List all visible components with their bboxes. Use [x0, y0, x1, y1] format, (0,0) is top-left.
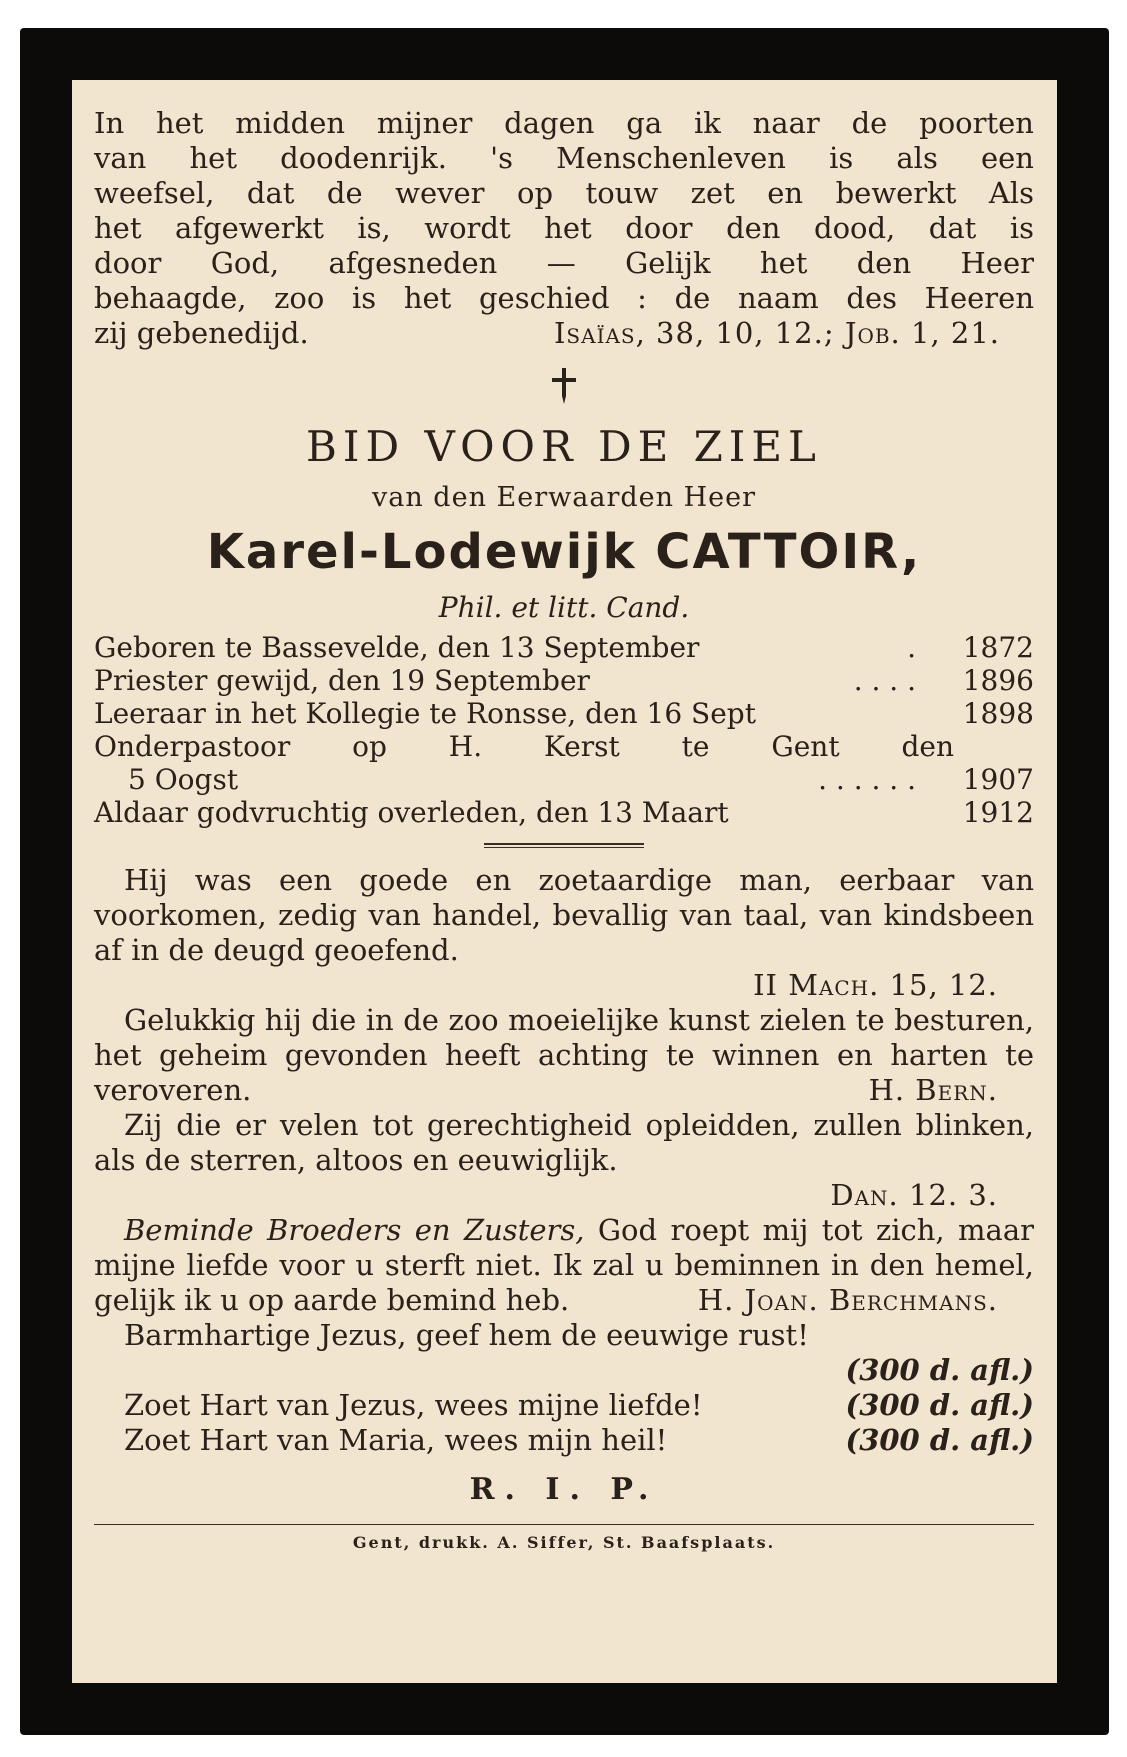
biography [94, 631, 1034, 829]
bio-text: Leeraar in het Kollegie te Ronsse, den 16 Sept [94, 697, 756, 730]
printer-imprint: Gent, drukk. A. Siffer, St. Baafsplaats. [352, 1533, 776, 1552]
indulgence-note: (300 d. afl.) [845, 1423, 1034, 1457]
bio-row [94, 631, 1034, 664]
verse-line: weefsel, dat de wever op touw zet en bewerkt Als [94, 176, 1034, 210]
verse-line: van het doodenrijk. 's Menschenleven is als een [94, 141, 1034, 175]
bio-row [94, 763, 1034, 796]
bio-dots: . . . . . . [818, 763, 916, 796]
bio-row [94, 697, 1034, 730]
footer-rule [94, 1524, 1034, 1525]
tribute-reference: Dan. 12. 3. [830, 1178, 998, 1212]
bio-dots: . [907, 631, 916, 664]
indulgence-note: (300 d. afl.) [845, 1388, 1034, 1422]
tribute-reference: II Mach. 15, 12. [753, 968, 998, 1002]
bio-text: Onderpastoor op H. Kerst te Gent den [94, 730, 954, 763]
tribute-paragraph-text: God roept mij tot zich, maar mijne liefde voor u sterft niet. Ik zal u beminnen in den hemel, gelijk ik u op aarde bemind heb. [94, 1213, 1034, 1317]
verse-reference: Isaïas, 38, 10, 12.; Job. 1, 21. [553, 316, 1000, 350]
card-content [94, 106, 1034, 1507]
prayer-text: Zoet Hart van Jezus, wees mijne liefde! [124, 1388, 703, 1422]
verse-line: door God, afgesneden — Gelijk het den Heer [94, 246, 1034, 280]
bio-year: 1872 [962, 631, 1034, 664]
bio-year: 1898 [962, 697, 1034, 730]
heading-bid-voor-de-ziel: BID VOOR DE ZIEL [306, 422, 822, 471]
verse-last-text: zij gebenedijd. [94, 316, 309, 350]
prayer-line [94, 1388, 1034, 1423]
mourning-card-border [20, 28, 1109, 1735]
bio-row [94, 664, 1034, 697]
tribute-reference: H. Joan. Berchmans. [697, 1283, 998, 1317]
tribute-paragraph: Zij die er velen tot gerechtigheid opleidden, zullen blinken, als de sterren, altoos en eeuwiglijk. [94, 1108, 1034, 1177]
verse-line: behaagde, zoo is het geschied : de naam des Heeren [94, 281, 1034, 315]
bio-text: 5 Oogst [128, 763, 239, 796]
bio-year: 1912 [962, 796, 1034, 829]
tribute-text [94, 863, 1034, 1458]
bio-year: 1907 [962, 763, 1034, 796]
bible-verse [94, 106, 1034, 351]
verse-line: het afgewerkt is, wordt het door den dood, dat is [94, 211, 1034, 245]
ornamental-divider [484, 843, 644, 849]
tribute-paragraph [94, 1003, 1034, 1108]
prayer-line [94, 1423, 1034, 1458]
bio-dots: . . . . [853, 664, 916, 697]
tribute-paragraph-text: Gelukkig hij die in de zoo moeielijke kunst zielen te besturen, het geheim gevonden heeft achting te winnen en harten te veroveren. [94, 1003, 1034, 1107]
tribute-reference: H. Bern. [868, 1073, 998, 1107]
prayer-line: Barmhartige Jezus, geef hem de eeuwige rust! [124, 1318, 809, 1352]
bio-row [94, 730, 1034, 763]
prayer-text: Zoet Hart van Maria, wees mijn heil! [124, 1423, 668, 1457]
rip-text: R. I. P. [469, 1472, 659, 1507]
verse-line: In het midden mijner dagen ga ik naar de poorten [94, 106, 1034, 140]
tribute-italic-text: Beminde Broeders en Zusters, [124, 1213, 585, 1247]
indulgence-note: (300 d. afl.) [845, 1353, 1034, 1387]
mourning-card [72, 80, 1057, 1683]
tribute-paragraph [94, 1213, 1034, 1318]
tribute-paragraph: Hij was een goede en zoetaardige man, eerbaar van voorkomen, zedig van handel, bevallig van taal, van kindsbeen af in de deugd geoefend. [94, 863, 1034, 967]
bio-text: Priester gewijd, den 19 September [94, 664, 590, 697]
deceased-name: Karel-Lodewijk CATTOIR, [206, 524, 922, 580]
deceased-title: Phil. et litt. Cand. [438, 591, 690, 624]
bio-year: 1896 [962, 664, 1034, 697]
bio-row [94, 796, 1034, 829]
bio-text: Geboren te Bassevelde, den 13 September [94, 631, 700, 664]
cross-icon [94, 357, 1034, 407]
bio-text: Aldaar godvruchtig overleden, den 13 Maart [94, 796, 729, 829]
verse-last-line [94, 316, 1034, 351]
heading-van: van den Eerwaarden Heer [371, 482, 756, 513]
